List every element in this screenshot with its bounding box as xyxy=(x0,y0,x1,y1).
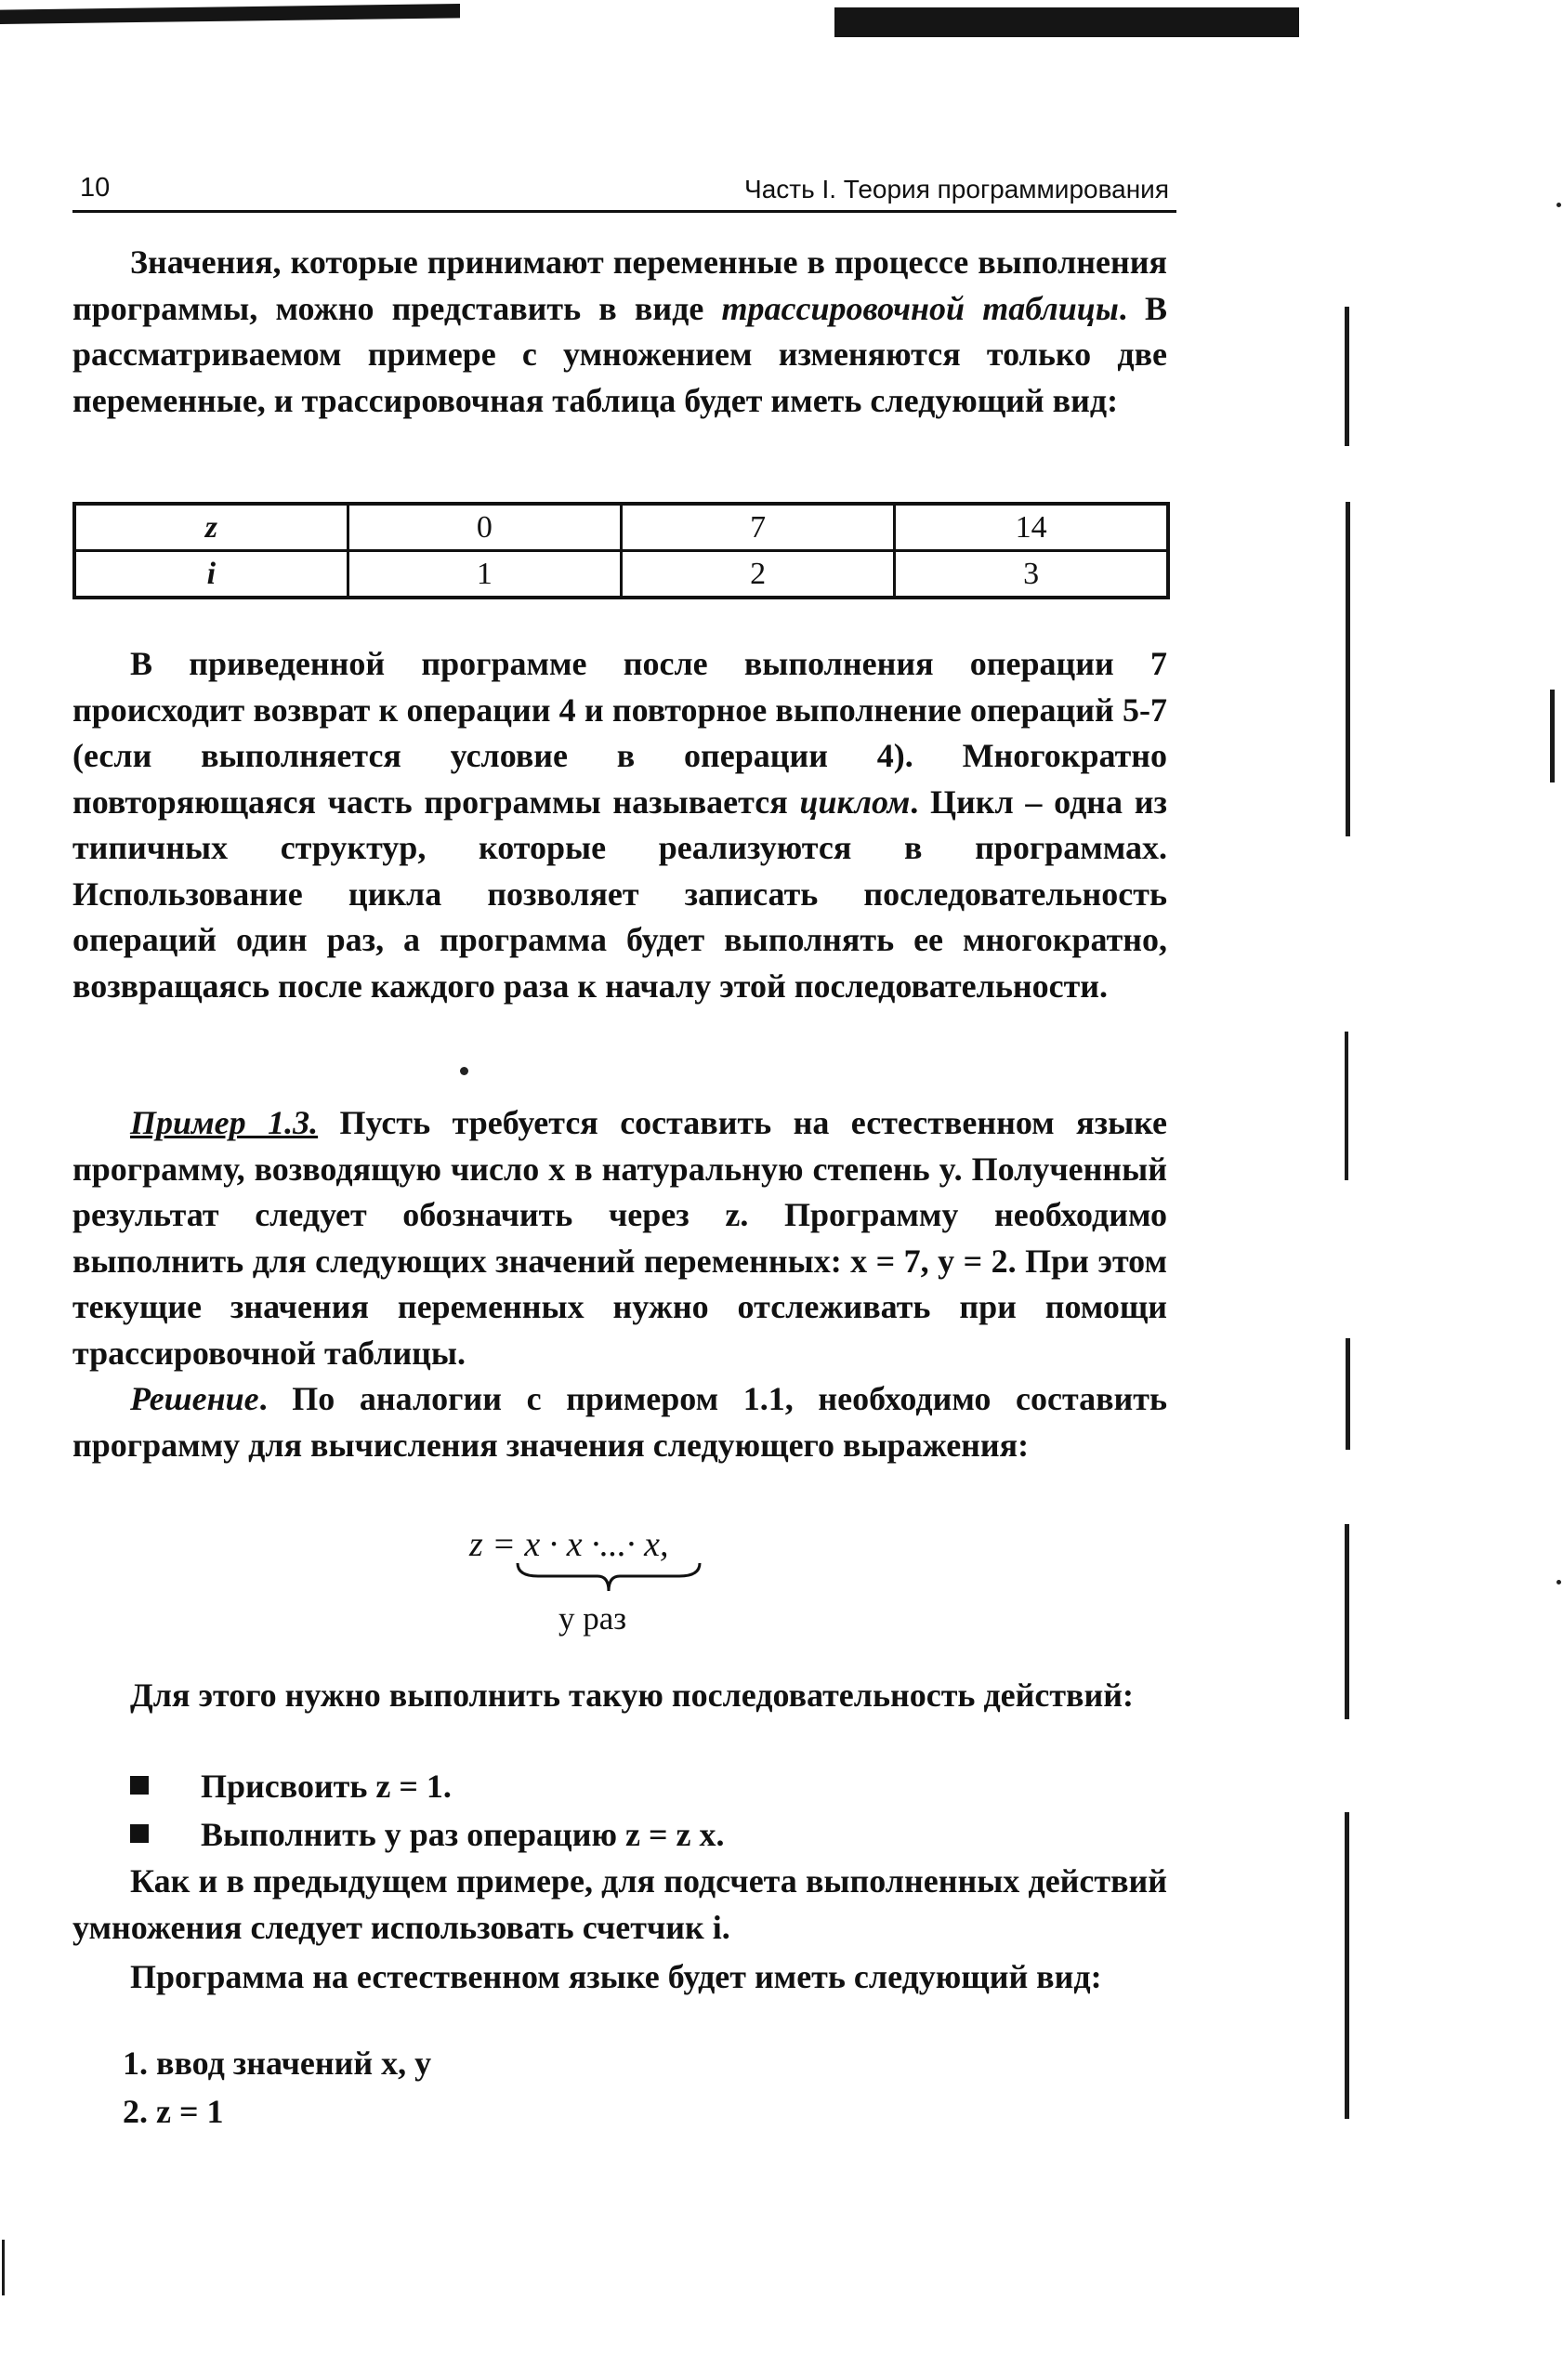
underbrace-icon xyxy=(516,1559,702,1597)
scan-edge-line xyxy=(1345,307,1349,446)
solution-label: Решение xyxy=(130,1380,259,1417)
list-item: 1. ввод значений x, y xyxy=(123,2045,432,2082)
scan-edge-line xyxy=(1345,1524,1349,1719)
bullet-list xyxy=(130,1762,1152,1859)
term-trace-table: трассировочной таблицы xyxy=(721,289,1119,327)
table-cell: 3 xyxy=(895,551,1168,598)
table-cell: 2 xyxy=(622,551,895,598)
counter-paragraph: Как и в предыдущем примере, для подсчета выполненных действий умножения следует использовать счетчик i. Программа на естественном языке будет иметь следующий вид: xyxy=(72,1859,1167,2001)
table-cell: 0 xyxy=(348,504,621,551)
running-title: Часть I. Теория программирования xyxy=(744,175,1169,204)
example-label: Пример 1.3. xyxy=(130,1104,319,1141)
table-cell: 7 xyxy=(622,504,895,551)
table-cell: 1 xyxy=(348,551,621,598)
running-header xyxy=(72,173,1176,213)
example-paragraph: Пример 1.3. Пусть требуется составить на естественном языке программу, возводящую число x в натуральную степень y. Полученный результат следует обозначить через z. Программу необходимо выполнить для следующих значений переменных: x = 7, y = 2. При этом текущие значения переменных нужно отслеживать при помощи трассировочной таблицы. Решение. По аналогии с примером 1.1, необходимо составить программу для вычисления значения следующего выражения: xyxy=(72,1104,1168,1464)
formula-brace-label: y раз xyxy=(558,1600,627,1637)
scan-edge-line xyxy=(2,2240,5,2295)
table-row xyxy=(74,504,1168,551)
sequence-intro: Для этого нужно выполнить такую последовательность действий: xyxy=(130,1677,1134,1714)
list-item: Выполнить y раз операцию z = z x. xyxy=(130,1810,1152,1859)
list-item: 2. z = 1 xyxy=(123,2093,224,2130)
trace-table xyxy=(72,502,1170,599)
intro-paragraph: Значения, которые принимают переменные в процессе выполнения программы, можно представить в виде трассировочной таблицы. В рассматриваемом примере с умножением изменяются только две переменные, и трассировочная таблица будет иметь следующий вид: xyxy=(72,243,1167,419)
bullet-square-icon xyxy=(130,1776,149,1795)
program-intro: Программа на естественном языке будет иметь следующий вид: xyxy=(130,1958,1102,1995)
scan-edge-line xyxy=(1345,1812,1349,2119)
table-cell: i xyxy=(74,551,348,598)
formula-expression: z = x · x ·...· x, xyxy=(469,1525,669,1564)
scan-artifact-top-right xyxy=(834,7,1299,37)
formula xyxy=(460,1524,757,1645)
loop-paragraph: В приведенной программе после выполнения операции 7 происходит возврат к операции 4 и повторное выполнение операций 5-7 (если выполняется условие в операции 4). Многократно повторяющаяся часть программы называется циклом. Цикл – одна из типичных структур, которые реализуются в программах. Использование цикла позволяет записать последовательность операций один раз, а программа будет выполнять ее многократно, возвращаясь после каждого раза к началу этой последовательности. xyxy=(72,645,1167,1005)
table-row xyxy=(74,551,1168,598)
table-cell: z xyxy=(74,504,348,551)
scan-edge-line xyxy=(1345,1032,1348,1180)
scan-edge-line xyxy=(1550,690,1555,782)
page-number: 10 xyxy=(80,173,111,203)
scan-artifact-top-left xyxy=(0,4,460,24)
scan-speck xyxy=(460,1067,468,1075)
scan-speck xyxy=(1556,203,1561,207)
bullet-square-icon xyxy=(130,1824,149,1843)
term-cycle: циклом xyxy=(799,782,911,821)
program-steps xyxy=(123,2039,866,2136)
scan-speck xyxy=(1556,1580,1561,1584)
table-cell: 14 xyxy=(895,504,1168,551)
list-item: Присвоить z = 1. xyxy=(130,1762,1152,1810)
scan-edge-line xyxy=(1346,502,1350,836)
scan-edge-line xyxy=(1346,1338,1350,1450)
